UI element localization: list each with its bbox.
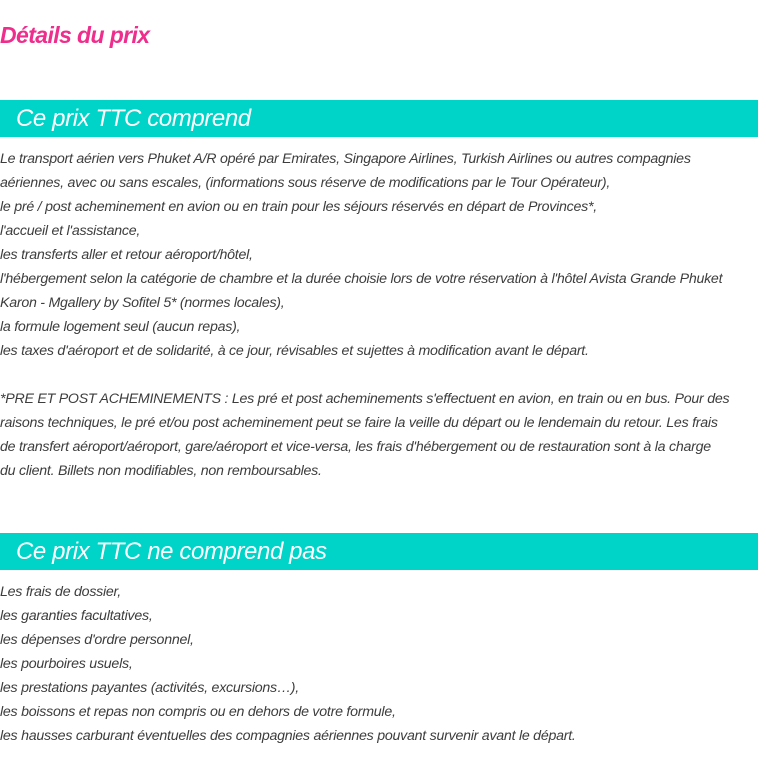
- acheminement-note-line: de transfert aéroport/aéroport, gare/aéroport et vice-versa, les frais d'hébergement ou de restauration sont à la charge: [0, 439, 711, 455]
- includes-list: [0, 147, 758, 483]
- excludes-item: Les frais de dossier,: [0, 584, 121, 600]
- excludes-item: les pourboires usuels,: [0, 656, 133, 672]
- includes-item: la formule logement seul (aucun repas),: [0, 319, 241, 335]
- excludes-item: les prestations payantes (activités, excursions…),: [0, 680, 299, 696]
- excludes-item: les garanties facultatives,: [0, 608, 153, 624]
- includes-item: Karon - Mgallery by Sofitel 5* (normes locales),: [0, 295, 285, 311]
- includes-header: [0, 100, 758, 137]
- paragraph-gap: [0, 363, 758, 387]
- includes-item: les taxes d'aéroport et de solidarité, à ce jour, révisables et sujettes à modification avant le départ.: [0, 343, 589, 359]
- excludes-header: [0, 533, 758, 570]
- acheminement-note-line: raisons techniques, le pré et/ou post acheminement peut se faire la veille du départ ou le lendemain du retour. Les frais: [0, 415, 718, 431]
- includes-item: aériennes, avec ou sans escales, (informations sous réserve de modifications par le Tour Opérateur),: [0, 175, 611, 191]
- acheminement-note-line: *PRE ET POST ACHEMINEMENTS : Les pré et post acheminements s'effectuent en avion, en train ou en bus. Pour des: [0, 391, 730, 407]
- excludes-list: [0, 580, 758, 748]
- excludes-heading: Ce prix TTC ne comprend pas: [16, 538, 327, 565]
- excludes-item: les hausses carburant éventuelles des compagnies aériennes pouvant survenir avant le départ.: [0, 728, 576, 744]
- includes-item: l'accueil et l'assistance,: [0, 223, 141, 239]
- includes-item: Le transport aérien vers Phuket A/R opéré par Emirates, Singapore Airlines, Turkish Airlines ou autres compagnies: [0, 151, 691, 167]
- includes-item: l'hébergement selon la catégorie de chambre et la durée choisie lors de votre réservation à l'hôtel Avista Grande Phuket: [0, 271, 723, 287]
- excludes-item: les boissons et repas non compris ou en dehors de votre formule,: [0, 704, 396, 720]
- acheminement-note-line: du client. Billets non modifiables, non remboursables.: [0, 463, 322, 479]
- includes-item: le pré / post acheminement en avion ou en train pour les séjours réservés en départ de Provinces*,: [0, 199, 597, 215]
- includes-heading: Ce prix TTC comprend: [16, 105, 251, 132]
- page-title: Détails du prix: [0, 22, 150, 48]
- includes-item: les transferts aller et retour aéroport/hôtel,: [0, 247, 253, 263]
- excludes-item: les dépenses d'ordre personnel,: [0, 632, 194, 648]
